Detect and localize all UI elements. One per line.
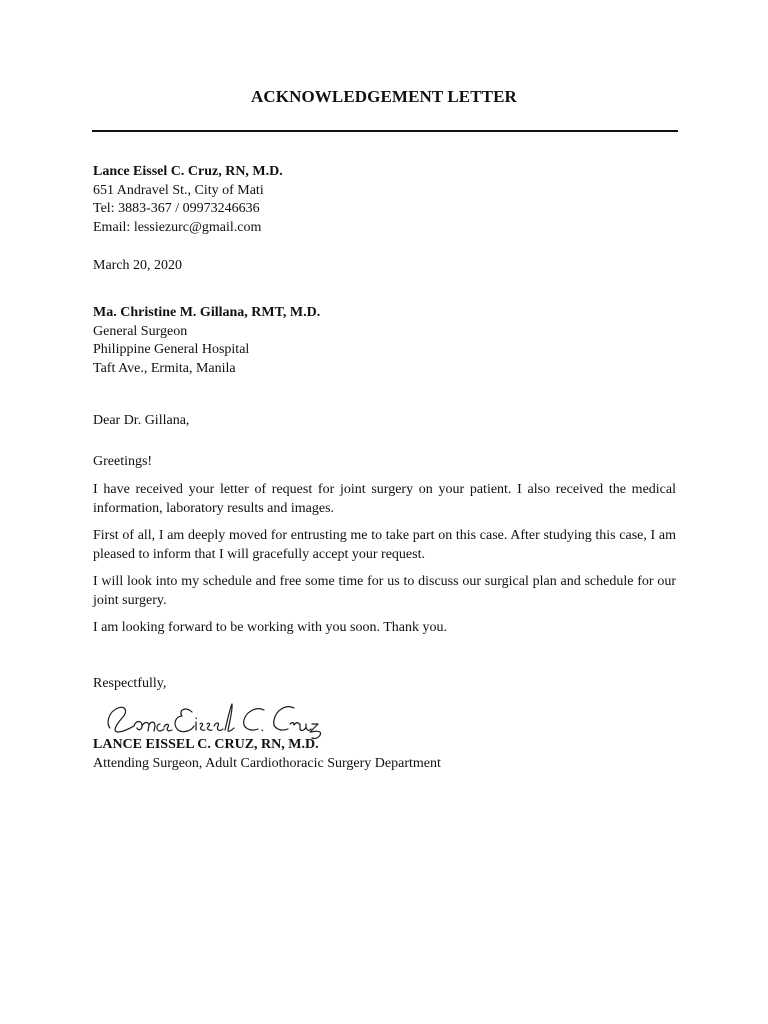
recipient-address: Taft Ave., Ermita, Manila bbox=[93, 360, 236, 376]
sender-tel: Tel: 3883-367 / 09973246636 bbox=[93, 201, 260, 216]
body-paragraph-1 bbox=[93, 481, 676, 518]
recipient-block bbox=[93, 304, 676, 378]
date-text: March 20, 2020 bbox=[93, 258, 183, 273]
signatory-title: Attending Surgeon, Adult Cardiothoracic Surgery Department bbox=[93, 755, 441, 771]
sender-block bbox=[93, 163, 676, 237]
paragraph-text: First of all, I am deeply moved for entrusting me to take part on this case. After studying this case, I am pleased to inform that I will gracefully accept your request. bbox=[93, 528, 676, 562]
recipient-position: General Surgeon bbox=[93, 323, 188, 339]
body-paragraph-2 bbox=[93, 527, 676, 564]
title-divider bbox=[92, 130, 678, 132]
greeting bbox=[93, 453, 676, 472]
paragraph-text: I have received your letter of request for joint surgery on your patient. I also received the medical information, laboratory results and images. bbox=[93, 482, 676, 516]
recipient-name: Ma. Christine M. Gillana, RMT, M.D. bbox=[93, 305, 321, 320]
sender-address: 651 Andravel St., City of Mati bbox=[93, 182, 264, 198]
signatory-name: LANCE EISSEL C. CRUZ, RN, M.D. bbox=[93, 737, 319, 752]
letter-date bbox=[93, 257, 676, 276]
paragraph-text: I am looking forward to be working with you soon. Thank you. bbox=[93, 620, 447, 635]
salutation bbox=[93, 412, 676, 431]
body-paragraph-4 bbox=[93, 619, 676, 638]
body-paragraph-3 bbox=[93, 573, 676, 610]
signature-block bbox=[93, 736, 676, 773]
sender-email: Email: lessiezurc@gmail.com bbox=[93, 219, 262, 235]
sender-name: Lance Eissel C. Cruz, RN, M.D. bbox=[93, 164, 283, 179]
recipient-organization: Philippine General Hospital bbox=[93, 342, 250, 357]
paragraph-text: I will look into my schedule and free some time for us to discuss our surgical plan and schedule for our joint surgery. bbox=[93, 574, 676, 608]
closing bbox=[93, 675, 676, 694]
closing-text: Respectfully, bbox=[93, 676, 167, 691]
greeting-text: Greetings! bbox=[93, 454, 153, 469]
document-title: ACKNOWLEDGEMENT LETTER bbox=[251, 87, 517, 106]
salutation-text: Dear Dr. Gillana, bbox=[93, 413, 190, 428]
